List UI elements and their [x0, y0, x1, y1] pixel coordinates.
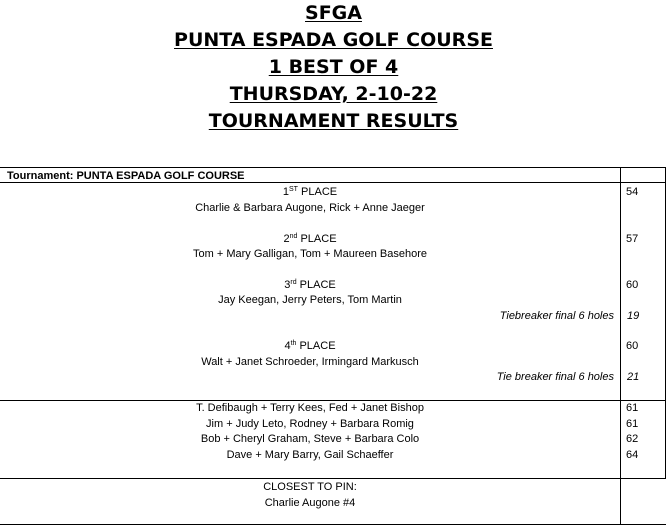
score-column-divider — [620, 168, 621, 524]
row-divider — [0, 478, 666, 479]
team-score: 61 — [626, 418, 639, 430]
place-heading: 2nd PLACE — [283, 233, 337, 245]
document-header — [0, 0, 667, 135]
team-names: Dave + Mary Barry, Gail Schaeffer — [226, 449, 394, 461]
team-score: 62 — [626, 433, 639, 445]
team-names: T. Defibaugh + Terry Kees, Fed + Janet Bishop — [196, 402, 424, 414]
place-score: 60 — [626, 279, 639, 291]
place-heading: 4th PLACE — [284, 340, 336, 352]
place-score: 54 — [626, 186, 639, 198]
place-heading: 3rd PLACE — [284, 279, 336, 291]
closest-to-pin-winner: Charlie Augone #4 — [264, 497, 356, 509]
team-score: 61 — [626, 402, 639, 414]
place-names: Charlie & Barbara Augone, Rick + Anne Jaeger — [195, 202, 425, 214]
course-title: PUNTA ESPADA GOLF COURSE — [174, 29, 493, 51]
results-table — [0, 167, 666, 525]
tiebreaker-score: 21 — [627, 371, 640, 383]
row-divider — [0, 182, 666, 183]
place-names: Jay Keegan, Jerry Peters, Tom Martin — [218, 294, 402, 306]
closest-to-pin-label: CLOSEST TO PIN: — [263, 481, 357, 493]
team-names: Jim + Judy Leto, Rodney + Barbara Romig — [206, 418, 414, 430]
date-title: THURSDAY, 2-10-22 — [229, 83, 438, 105]
place-score: 60 — [626, 340, 639, 352]
results-title: TOURNAMENT RESULTS — [208, 110, 459, 132]
tiebreaker-score: 19 — [627, 310, 640, 322]
org-title: SFGA — [305, 2, 362, 24]
tiebreaker-label: Tiebreaker final 6 holes — [499, 310, 614, 322]
place-names: Tom + Mary Galligan, Tom + Maureen Basehore — [193, 248, 427, 260]
place-names: Walt + Janet Schroeder, Irmingard Markusch — [201, 356, 419, 368]
format-title: 1 BEST OF 4 — [268, 56, 399, 78]
place-heading: 1ST PLACE — [282, 186, 338, 198]
team-score: 64 — [626, 449, 639, 461]
team-names: Bob + Cheryl Graham, Steve + Barbara Colo — [200, 433, 420, 445]
tiebreaker-label: Tie breaker final 6 holes — [496, 371, 614, 383]
place-score: 57 — [626, 233, 639, 245]
table-right-border — [665, 168, 666, 478]
tournament-label: Tournament: PUNTA ESPADA GOLF COURSE — [7, 170, 245, 182]
